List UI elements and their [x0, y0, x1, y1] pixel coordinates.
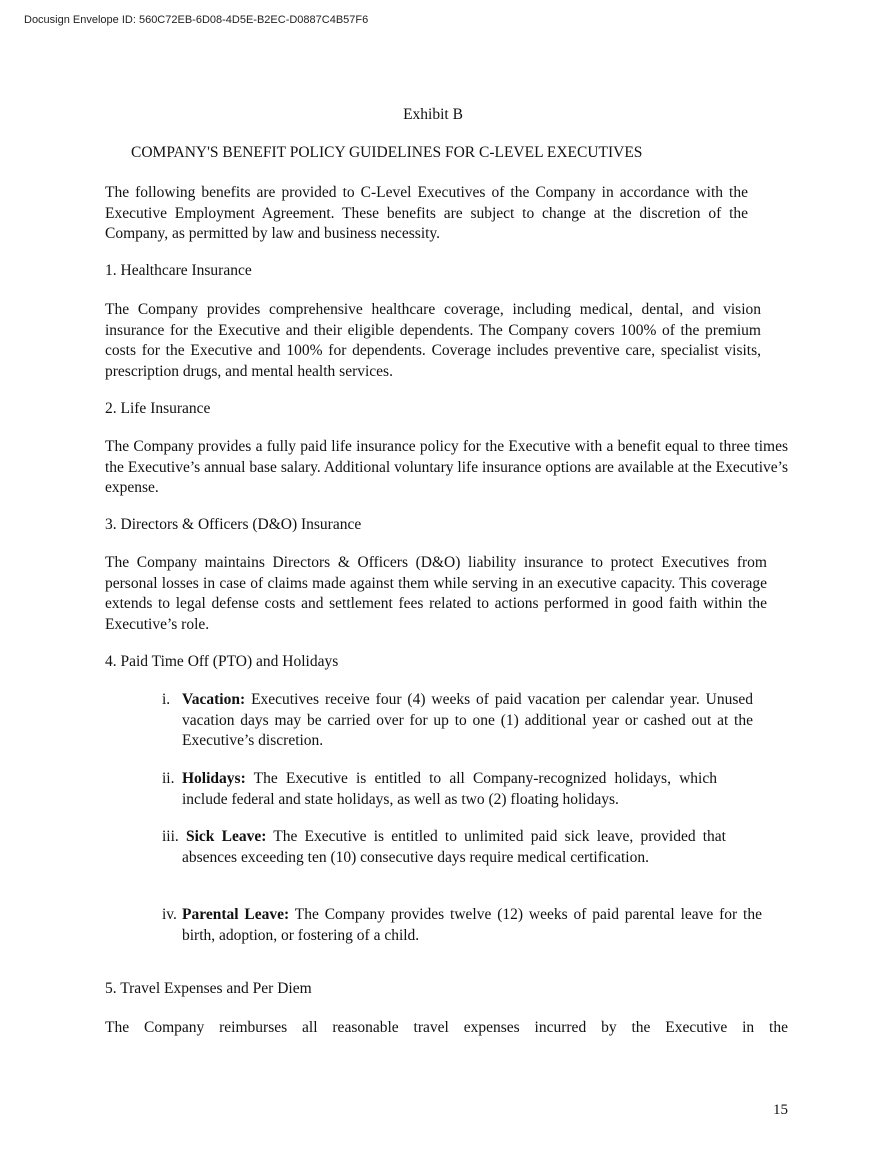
section-heading-travel: 5. Travel Expenses and Per Diem	[105, 980, 312, 997]
section-body-healthcare: The Company provides comprehensive healthcare coverage, including medical, dental, and vision insurance for the Executive and their eligible dependents. The Company covers 100% of the premium costs for the Executive and 100% for dependents. Coverage includes preventive care, specialist visits, prescription drugs, and mental health services.	[105, 301, 761, 380]
list-text	[182, 690, 753, 752]
section-heading-healthcare: 1. Healthcare Insurance	[105, 262, 252, 279]
list-text	[182, 769, 717, 810]
pto-item-sick-leave	[162, 827, 726, 868]
pto-item-parental-leave	[162, 905, 762, 946]
page-number: 15	[773, 1102, 788, 1118]
list-number: iv.	[162, 906, 177, 923]
exhibit-label: Exhibit B	[403, 106, 463, 123]
list-body: The Executive is entitled to unlimited paid sick leave, provided that absences exceeding ten (10) consecutive days require medical certification.	[182, 828, 726, 866]
section-heading-do: 3. Directors & Officers (D&O) Insurance	[105, 516, 362, 533]
intro-paragraph: The following benefits are provided to C-Level Executives of the Company in accordance with the Executive Employment Agreement. These benefits are subject to change at the discretion of the Company, as permitted by law and business necessity.	[105, 184, 748, 242]
pto-item-vacation	[162, 690, 753, 752]
list-label: Vacation:	[182, 691, 246, 708]
list-number: iii.	[162, 828, 179, 845]
list-label: Sick Leave:	[186, 828, 267, 845]
section-heading-pto: 4. Paid Time Off (PTO) and Holidays	[105, 653, 339, 670]
list-number: ii.	[162, 770, 175, 787]
document-title: COMPANY'S BENEFIT POLICY GUIDELINES FOR C-LEVEL EXECUTIVES	[131, 144, 643, 161]
envelope-id: Docusign Envelope ID: 560C72EB-6D08-4D5E-B2EC-D0887C4B57F6	[24, 14, 369, 26]
pto-item-holidays	[162, 769, 717, 810]
section-heading-life: 2. Life Insurance	[105, 400, 211, 417]
list-number: i.	[162, 691, 171, 708]
section-body-travel: The Company reimburses all reasonable travel expenses incurred by the Executive in the	[105, 1019, 788, 1036]
section-body-do: The Company maintains Directors & Officers (D&O) liability insurance to protect Executives from personal losses in case of claims made against them while serving in an executive capacity. This coverage extends to legal defense costs and settlement fees related to actions performed in good faith within the Executive’s role.	[105, 554, 767, 633]
list-text	[182, 827, 726, 868]
list-label: Parental Leave:	[182, 906, 290, 923]
list-body: Executives receive four (4) weeks of paid vacation per calendar year. Unused vacation days may be carried over for up to one (1) additional year or cashed out at the Executive’s discretion.	[182, 691, 753, 749]
list-text	[182, 905, 762, 946]
section-body-life: The Company provides a fully paid life insurance policy for the Executive with a benefit equal to three times the Executive’s annual base salary. Additional voluntary life insurance options are available at the Executive’s expense.	[105, 438, 788, 496]
list-body: The Executive is entitled to all Company-recognized holidays, which include federal and state holidays, as well as two (2) floating holidays.	[182, 770, 717, 808]
list-body: The Company provides twelve (12) weeks of paid parental leave for the birth, adoption, or fostering of a child.	[182, 906, 762, 944]
list-label: Holidays:	[182, 770, 246, 787]
